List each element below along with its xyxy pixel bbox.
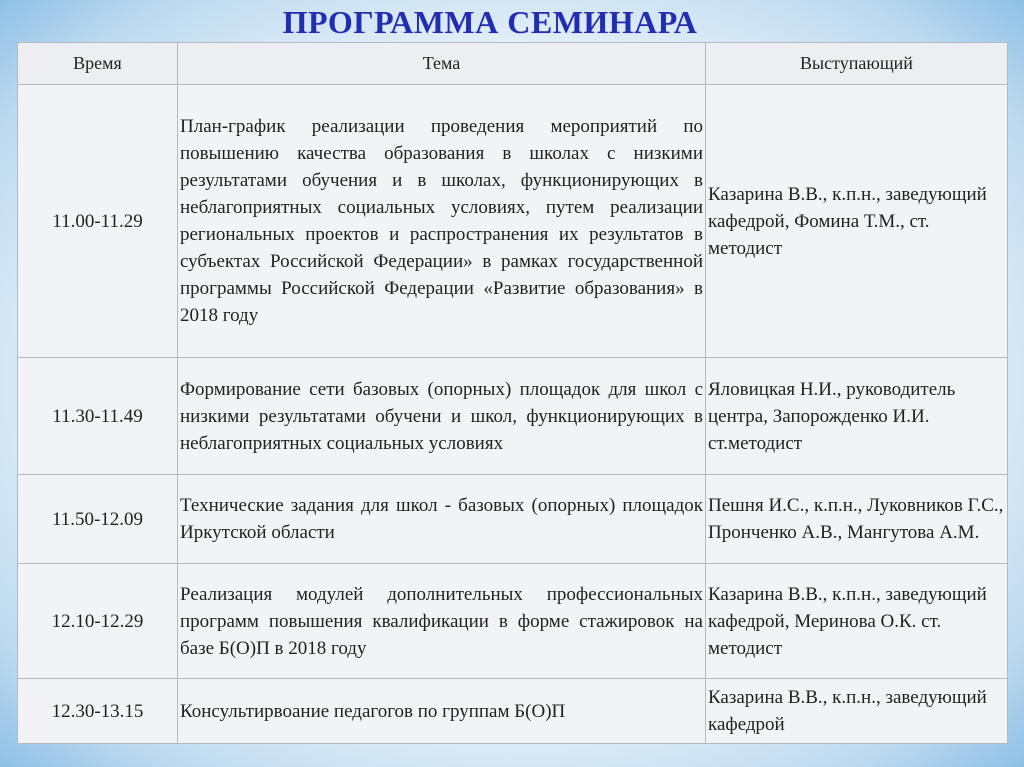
speaker-cell: Казарина В.В., к.п.н., заведующий кафедрой, Меринова О.К. ст. методист [706, 564, 1008, 679]
table-row [18, 475, 1008, 564]
table-row [18, 85, 1008, 358]
time-cell: 12.10-12.29 [18, 564, 178, 679]
topic-cell: Технические задания для школ - базовых (опорных) площадок Иркутской области [178, 475, 706, 564]
column-header-topic: Тема [178, 43, 706, 85]
time-cell: 12.30-13.15 [18, 679, 178, 744]
topic-cell: Формирование сети базовых (опорных) площадок для школ с низкими результатами обучени и школ, функционирующих в неблагоприятных социальных условиях [178, 358, 706, 475]
page-title: ПРОГРАММА СЕМИНАРА [282, 4, 698, 40]
table-row [18, 564, 1008, 679]
speaker-cell: Яловицкая Н.И., руководитель центра, Запорожденко И.И. ст.методист [706, 358, 1008, 475]
topic-cell: План-график реализации проведения мероприятий по повышению качества образования в школах с низкими результатами обучения и в школах, функционирующих в неблагоприятных социальных условиях, путем реализации региональных проектов и распространения их результатов в субъектах Российской Федерации» в рамках государственной программы Российской Федерации «Развитие образования» в 2018 году [178, 85, 706, 358]
column-header-speaker: Выступающий [706, 43, 1008, 85]
topic-cell: Консультирвоание педагогов по группам Б(О)П [178, 679, 706, 744]
speaker-cell: Казарина В.В., к.п.н., заведующий кафедрой, Фомина Т.М., ст. методист [706, 85, 1008, 358]
speaker-cell: Казарина В.В., к.п.н., заведующий кафедрой [706, 679, 1008, 744]
speaker-cell: Пешня И.С., к.п.н., Луковников Г.С., Пронченко А.В., Мангутова А.М. [706, 475, 1008, 564]
time-cell: 11.30-11.49 [18, 358, 178, 475]
time-cell: 11.50-12.09 [18, 475, 178, 564]
table-row [18, 358, 1008, 475]
time-cell: 11.00-11.29 [18, 85, 178, 358]
seminar-program-table [17, 42, 1008, 744]
column-header-time: Время [18, 43, 178, 85]
topic-cell: Реализация модулей дополнительных профессиональных программ повышения квалификации в форме стажировок на базе Б(О)П в 2018 году [178, 564, 706, 679]
table-row [18, 679, 1008, 744]
table-header-row [18, 43, 1008, 85]
